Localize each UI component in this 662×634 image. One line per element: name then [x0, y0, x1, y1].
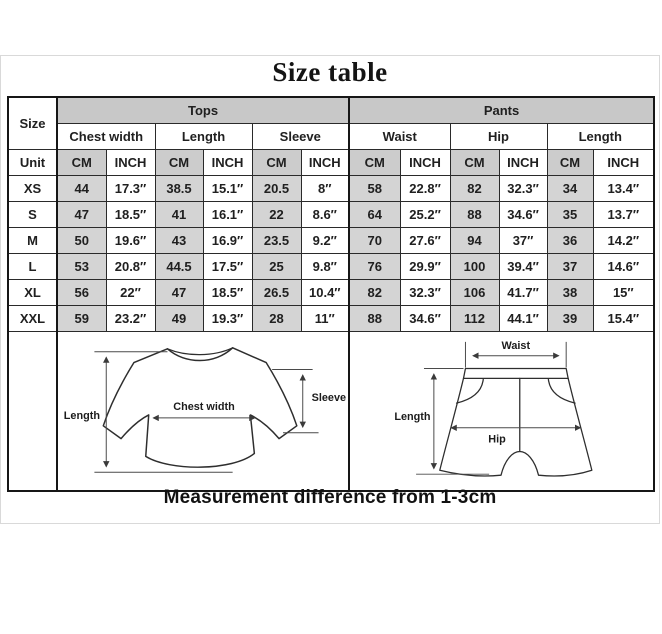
- value-cell: 17.5″: [203, 254, 252, 280]
- value-cell: 88: [450, 202, 499, 228]
- tshirt-length-label: Length: [63, 409, 100, 422]
- unit-inch-cell: INCH: [106, 150, 155, 176]
- value-cell: 27.6″: [400, 228, 450, 254]
- unit-inch-cell: INCH: [593, 150, 654, 176]
- value-cell: 32.3″: [400, 280, 450, 306]
- tops-length-header: Length: [155, 124, 252, 150]
- value-cell: 23.2″: [106, 306, 155, 332]
- value-cell: 43: [155, 228, 203, 254]
- table-row: [8, 176, 654, 202]
- value-cell: 16.9″: [203, 228, 252, 254]
- unit-inch-cell: INCH: [203, 150, 252, 176]
- value-cell: 8.6″: [301, 202, 349, 228]
- unit-inch-cell: INCH: [499, 150, 547, 176]
- unit-cm-cell: CM: [450, 150, 499, 176]
- value-cell: 25: [252, 254, 301, 280]
- value-cell: 82: [450, 176, 499, 202]
- shorts-diagram: [350, 332, 653, 489]
- size-table: [7, 96, 655, 492]
- value-cell: 49: [155, 306, 203, 332]
- value-cell: 39: [547, 306, 593, 332]
- value-cell: 53: [57, 254, 106, 280]
- chest-width-header: Chest width: [57, 124, 155, 150]
- value-cell: 38.5: [155, 176, 203, 202]
- shorts-diagram-cell: [349, 332, 654, 492]
- value-cell: 13.4″: [593, 176, 654, 202]
- size-header-cell: Size: [8, 97, 57, 150]
- pants-length-header: Length: [547, 124, 654, 150]
- value-cell: 88: [349, 306, 400, 332]
- value-cell: 44: [57, 176, 106, 202]
- shorts-measure-lines: [416, 339, 580, 474]
- table-row: [8, 280, 654, 306]
- unit-cm-cell: CM: [155, 150, 203, 176]
- waist-header: Waist: [349, 124, 450, 150]
- value-cell: 18.5″: [203, 280, 252, 306]
- value-cell: 47: [57, 202, 106, 228]
- shorts-outline-icon: [440, 369, 592, 476]
- value-cell: 44.1″: [499, 306, 547, 332]
- tshirt-diagram: [58, 332, 348, 489]
- pants-group-header: Pants: [349, 97, 654, 124]
- value-cell: 22.8″: [400, 176, 450, 202]
- sleeve-header: Sleeve: [252, 124, 349, 150]
- value-cell: 47: [155, 280, 203, 306]
- shorts-length-label: Length: [394, 410, 431, 423]
- unit-cm-cell: CM: [57, 150, 106, 176]
- value-cell: 58: [349, 176, 400, 202]
- unit-cm-cell: CM: [252, 150, 301, 176]
- value-cell: 10.4″: [301, 280, 349, 306]
- unit-cm-cell: CM: [547, 150, 593, 176]
- value-cell: 39.4″: [499, 254, 547, 280]
- value-cell: 32.3″: [499, 176, 547, 202]
- value-cell: 28: [252, 306, 301, 332]
- value-cell: 37″: [499, 228, 547, 254]
- value-cell: 20.8″: [106, 254, 155, 280]
- hip-header: Hip: [450, 124, 547, 150]
- tshirt-chest-width-label: Chest width: [173, 401, 235, 414]
- subcolumn-header-row: [8, 124, 654, 150]
- size-cell: XL: [8, 280, 57, 306]
- shorts-waist-label: Waist: [501, 339, 531, 352]
- value-cell: 50: [57, 228, 106, 254]
- tshirt-sleeve-label: Sleeve: [311, 392, 347, 405]
- size-chart-card: [0, 55, 660, 524]
- value-cell: 70: [349, 228, 400, 254]
- value-cell: 8″: [301, 176, 349, 202]
- value-cell: 37: [547, 254, 593, 280]
- value-cell: 36: [547, 228, 593, 254]
- value-cell: 15.4″: [593, 306, 654, 332]
- value-cell: 16.1″: [203, 202, 252, 228]
- value-cell: 9.8″: [301, 254, 349, 280]
- value-cell: 100: [450, 254, 499, 280]
- value-cell: 19.6″: [106, 228, 155, 254]
- value-cell: 15.1″: [203, 176, 252, 202]
- unit-header-row: [8, 150, 654, 176]
- value-cell: 29.9″: [400, 254, 450, 280]
- value-cell: 26.5: [252, 280, 301, 306]
- value-cell: 34.6″: [400, 306, 450, 332]
- diagram-row: [8, 332, 654, 492]
- value-cell: 20.5: [252, 176, 301, 202]
- value-cell: 22″: [106, 280, 155, 306]
- value-cell: 41.7″: [499, 280, 547, 306]
- value-cell: 14.6″: [593, 254, 654, 280]
- tshirt-diagram-cell: [57, 332, 349, 492]
- unit-cm-cell: CM: [349, 150, 400, 176]
- size-cell: L: [8, 254, 57, 280]
- value-cell: 34.6″: [499, 202, 547, 228]
- value-cell: 59: [57, 306, 106, 332]
- group-header-row: [8, 97, 654, 124]
- unit-inch-cell: INCH: [301, 150, 349, 176]
- unit-header-cell: Unit: [8, 150, 57, 176]
- empty-cell: [8, 332, 57, 492]
- table-row: [8, 202, 654, 228]
- size-cell: XS: [8, 176, 57, 202]
- value-cell: 94: [450, 228, 499, 254]
- size-cell: XXL: [8, 306, 57, 332]
- value-cell: 34: [547, 176, 593, 202]
- footer-note: Measurement difference from 1-3cm: [163, 487, 497, 508]
- value-cell: 82: [349, 280, 400, 306]
- value-cell: 56: [57, 280, 106, 306]
- size-cell: S: [8, 202, 57, 228]
- value-cell: 41: [155, 202, 203, 228]
- value-cell: 76: [349, 254, 400, 280]
- value-cell: 35: [547, 202, 593, 228]
- value-cell: 23.5: [252, 228, 301, 254]
- tops-group-header: Tops: [57, 97, 349, 124]
- value-cell: 13.7″: [593, 202, 654, 228]
- value-cell: 44.5: [155, 254, 203, 280]
- shorts-hip-label: Hip: [488, 433, 506, 446]
- value-cell: 17.3″: [106, 176, 155, 202]
- value-cell: 106: [450, 280, 499, 306]
- value-cell: 9.2″: [301, 228, 349, 254]
- value-cell: 22: [252, 202, 301, 228]
- value-cell: 11″: [301, 306, 349, 332]
- unit-inch-cell: INCH: [400, 150, 450, 176]
- table-row: [8, 254, 654, 280]
- size-cell: M: [8, 228, 57, 254]
- value-cell: 38: [547, 280, 593, 306]
- value-cell: 112: [450, 306, 499, 332]
- value-cell: 14.2″: [593, 228, 654, 254]
- page-title: Size table: [272, 57, 388, 87]
- value-cell: 19.3″: [203, 306, 252, 332]
- value-cell: 18.5″: [106, 202, 155, 228]
- value-cell: 15″: [593, 280, 654, 306]
- value-cell: 25.2″: [400, 202, 450, 228]
- value-cell: 64: [349, 202, 400, 228]
- table-row: [8, 228, 654, 254]
- table-row: [8, 306, 654, 332]
